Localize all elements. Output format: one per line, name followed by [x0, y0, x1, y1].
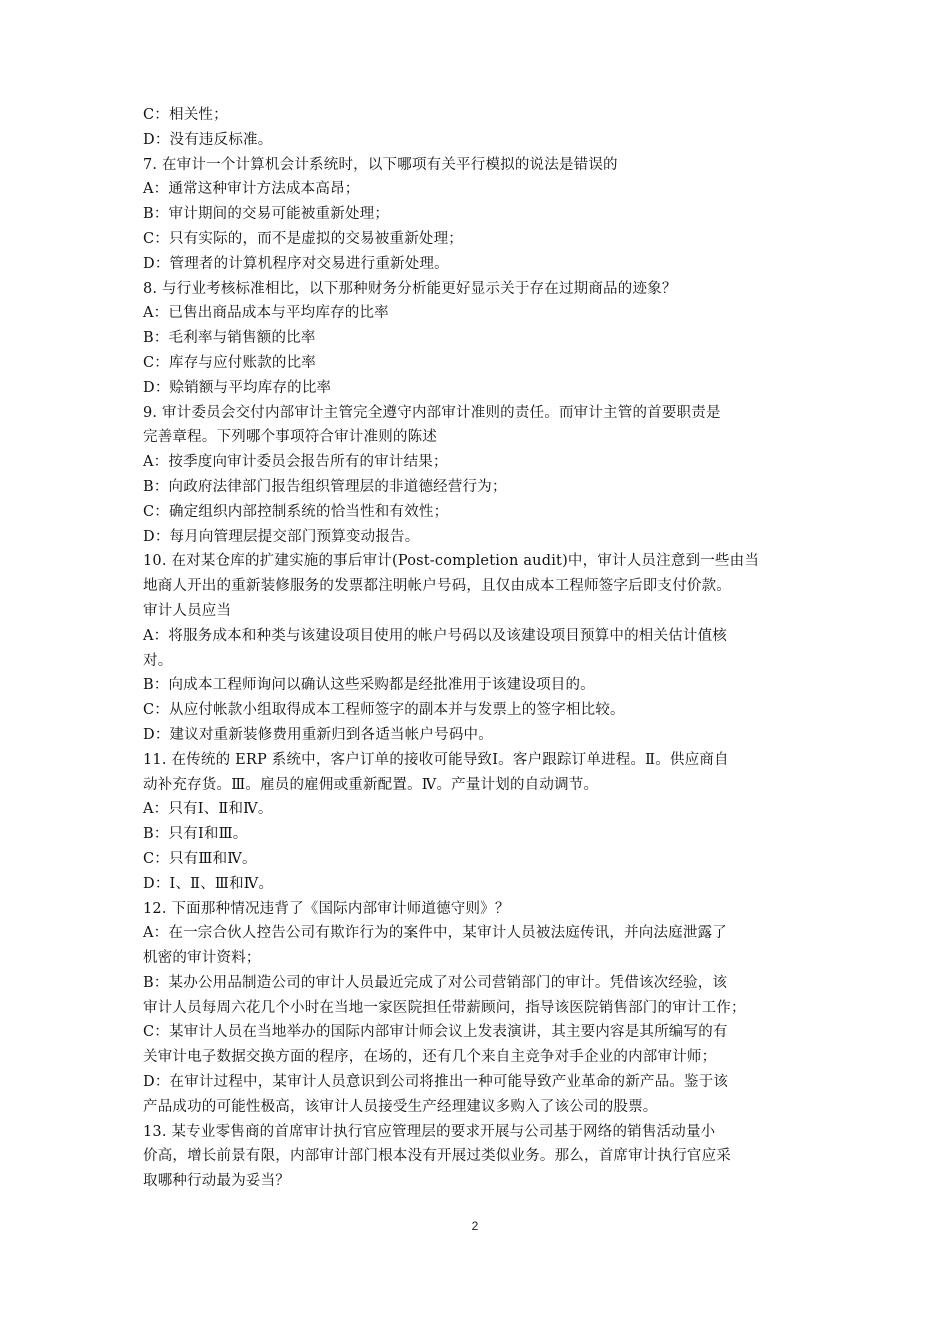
text-line: A：已售出商品成本与平均库存的比率 — [143, 305, 389, 322]
text-line: A：在一宗合伙人控告公司有欺诈行为的案件中，某审计人员被法庭传讯，并向法庭泄露了 — [143, 925, 727, 942]
text-line: A：将服务成本和种类与该建设项目使用的帐户号码以及该建设项目预算中的相关估计值核 — [143, 627, 727, 644]
text-line: 11. 在传统的 ERP 系统中，客户订单的接收可能导致Ⅰ。客户跟踪订单进程。Ⅱ。供应商自 — [143, 751, 729, 768]
text-line: 8. 与行业考核标准相比，以下那种财务分析能更好显示关于存在过期商品的迹象？ — [143, 280, 677, 297]
text-line: 关审计电子数据交换方面的程序，在场的，还有几个来自主竞争对手企业的内部审计师； — [143, 1049, 717, 1066]
text-line: D：赊销额与平均库存的比率 — [143, 379, 332, 396]
text-line: D：每月向管理层提交部门预算变动报告。 — [143, 528, 420, 545]
text-line: D：Ⅰ、Ⅱ、Ⅲ和Ⅳ。 — [143, 875, 274, 892]
text-line: B：只有Ⅰ和Ⅲ。 — [143, 826, 248, 843]
text-line: C：库存与应付账款的比率 — [143, 354, 316, 371]
text-line: B：毛利率与销售额的比率 — [143, 330, 316, 347]
text-line: C：只有Ⅲ和Ⅳ。 — [143, 850, 257, 867]
text-line: A：只有Ⅰ、Ⅱ和Ⅳ。 — [143, 801, 273, 818]
text-line: B：某办公用品制造公司的审计人员最近完成了对公司营销部门的审计。凭借该次经验，该 — [143, 974, 728, 991]
text-line: D：在审计过程中，某审计人员意识到公司将推出一种可能导致产业革命的新产品。鉴于该 — [143, 1074, 729, 1091]
text-line: 地商人开出的重新装修服务的发票都注明帐户号码，且仅由成本工程师签字后即支付价款。 — [143, 578, 731, 595]
text-line: 完善章程。下列哪个事项符合审计准则的陈述 — [143, 429, 437, 446]
text-line: A：通常这种审计方法成本高昂； — [143, 181, 360, 198]
text-line: C：确定组织内部控制系统的恰当性和有效性； — [143, 503, 449, 520]
text-line: 12. 下面那种情况违背了《国际内部审计师道德守则》？ — [143, 900, 510, 917]
text-line: 审计人员应当 — [143, 602, 232, 619]
text-line: C：某审计人员在当地举办的国际内部审计师会议上发表演讲，其主要内容是其所编写的有 — [143, 1024, 728, 1041]
text-line: 取哪种行动最为妥当？ — [143, 1173, 290, 1190]
text-line: B：审计期间的交易可能被重新处理； — [143, 206, 390, 223]
text-line: 动补充存货。Ⅲ。雇员的雇佣或重新配置。Ⅳ。产量计划的自动调节。 — [143, 776, 599, 793]
text-line: 产品成功的可能性极高，该审计人员接受生产经理建议多购入了该公司的股票。 — [143, 1098, 658, 1115]
text-line: 10. 在对某仓库的扩建实施的事后审计(Post-completion audit)中，审计人员注意到一些由当 — [143, 553, 760, 570]
text-line: 价高，增长前景有限，内部审计部门根本没有开展过类似业务。那么，首席审计执行官应采 — [143, 1148, 731, 1165]
text-line: C：相关性； — [143, 107, 228, 123]
text-line: C：从应付帐款小组取得成本工程师签字的副本并与发票上的签字相比较。 — [143, 702, 625, 719]
text-line: 13. 某专业零售商的首席审计执行官应管理层的要求开展与公司基于网络的销售活动量小 — [143, 1123, 716, 1140]
text-line: B：向成本工程师询问以确认这些采购都是经批准用于该建设项目的。 — [143, 677, 595, 694]
text-line: B：向政府法律部门报告组织管理层的非道德经营行为； — [143, 478, 507, 495]
text-line: A：按季度向审计委员会报告所有的审计结果； — [143, 454, 448, 471]
page-number: 2 — [471, 1219, 479, 1233]
text-line: 7. 在审计一个计算机会计系统时，以下哪项有关平行模拟的说法是错误的 — [143, 156, 618, 173]
text-line: D：没有违反标准。 — [143, 131, 273, 148]
text-line: 9. 审计委员会交付内部审计主管完全遵守内部审计准则的责任。而审计主管的首要职责是 — [143, 404, 721, 421]
text-line: D：管理者的计算机程序对交易进行重新处理。 — [143, 255, 449, 272]
text-line: 机密的审计资料； — [143, 950, 261, 967]
page-content — [143, 103, 815, 1194]
text-line: 对。 — [143, 652, 173, 669]
text-line: C：只有实际的，而不是虚拟的交易被重新处理； — [143, 230, 463, 247]
text-line: D：建议对重新装修费用重新归到各适当帐户号码中。 — [143, 726, 493, 743]
text-line: 审计人员每周六花几个小时在当地一家医院担任带薪顾问，指导该医院销售部门的审计工作； — [143, 999, 746, 1016]
